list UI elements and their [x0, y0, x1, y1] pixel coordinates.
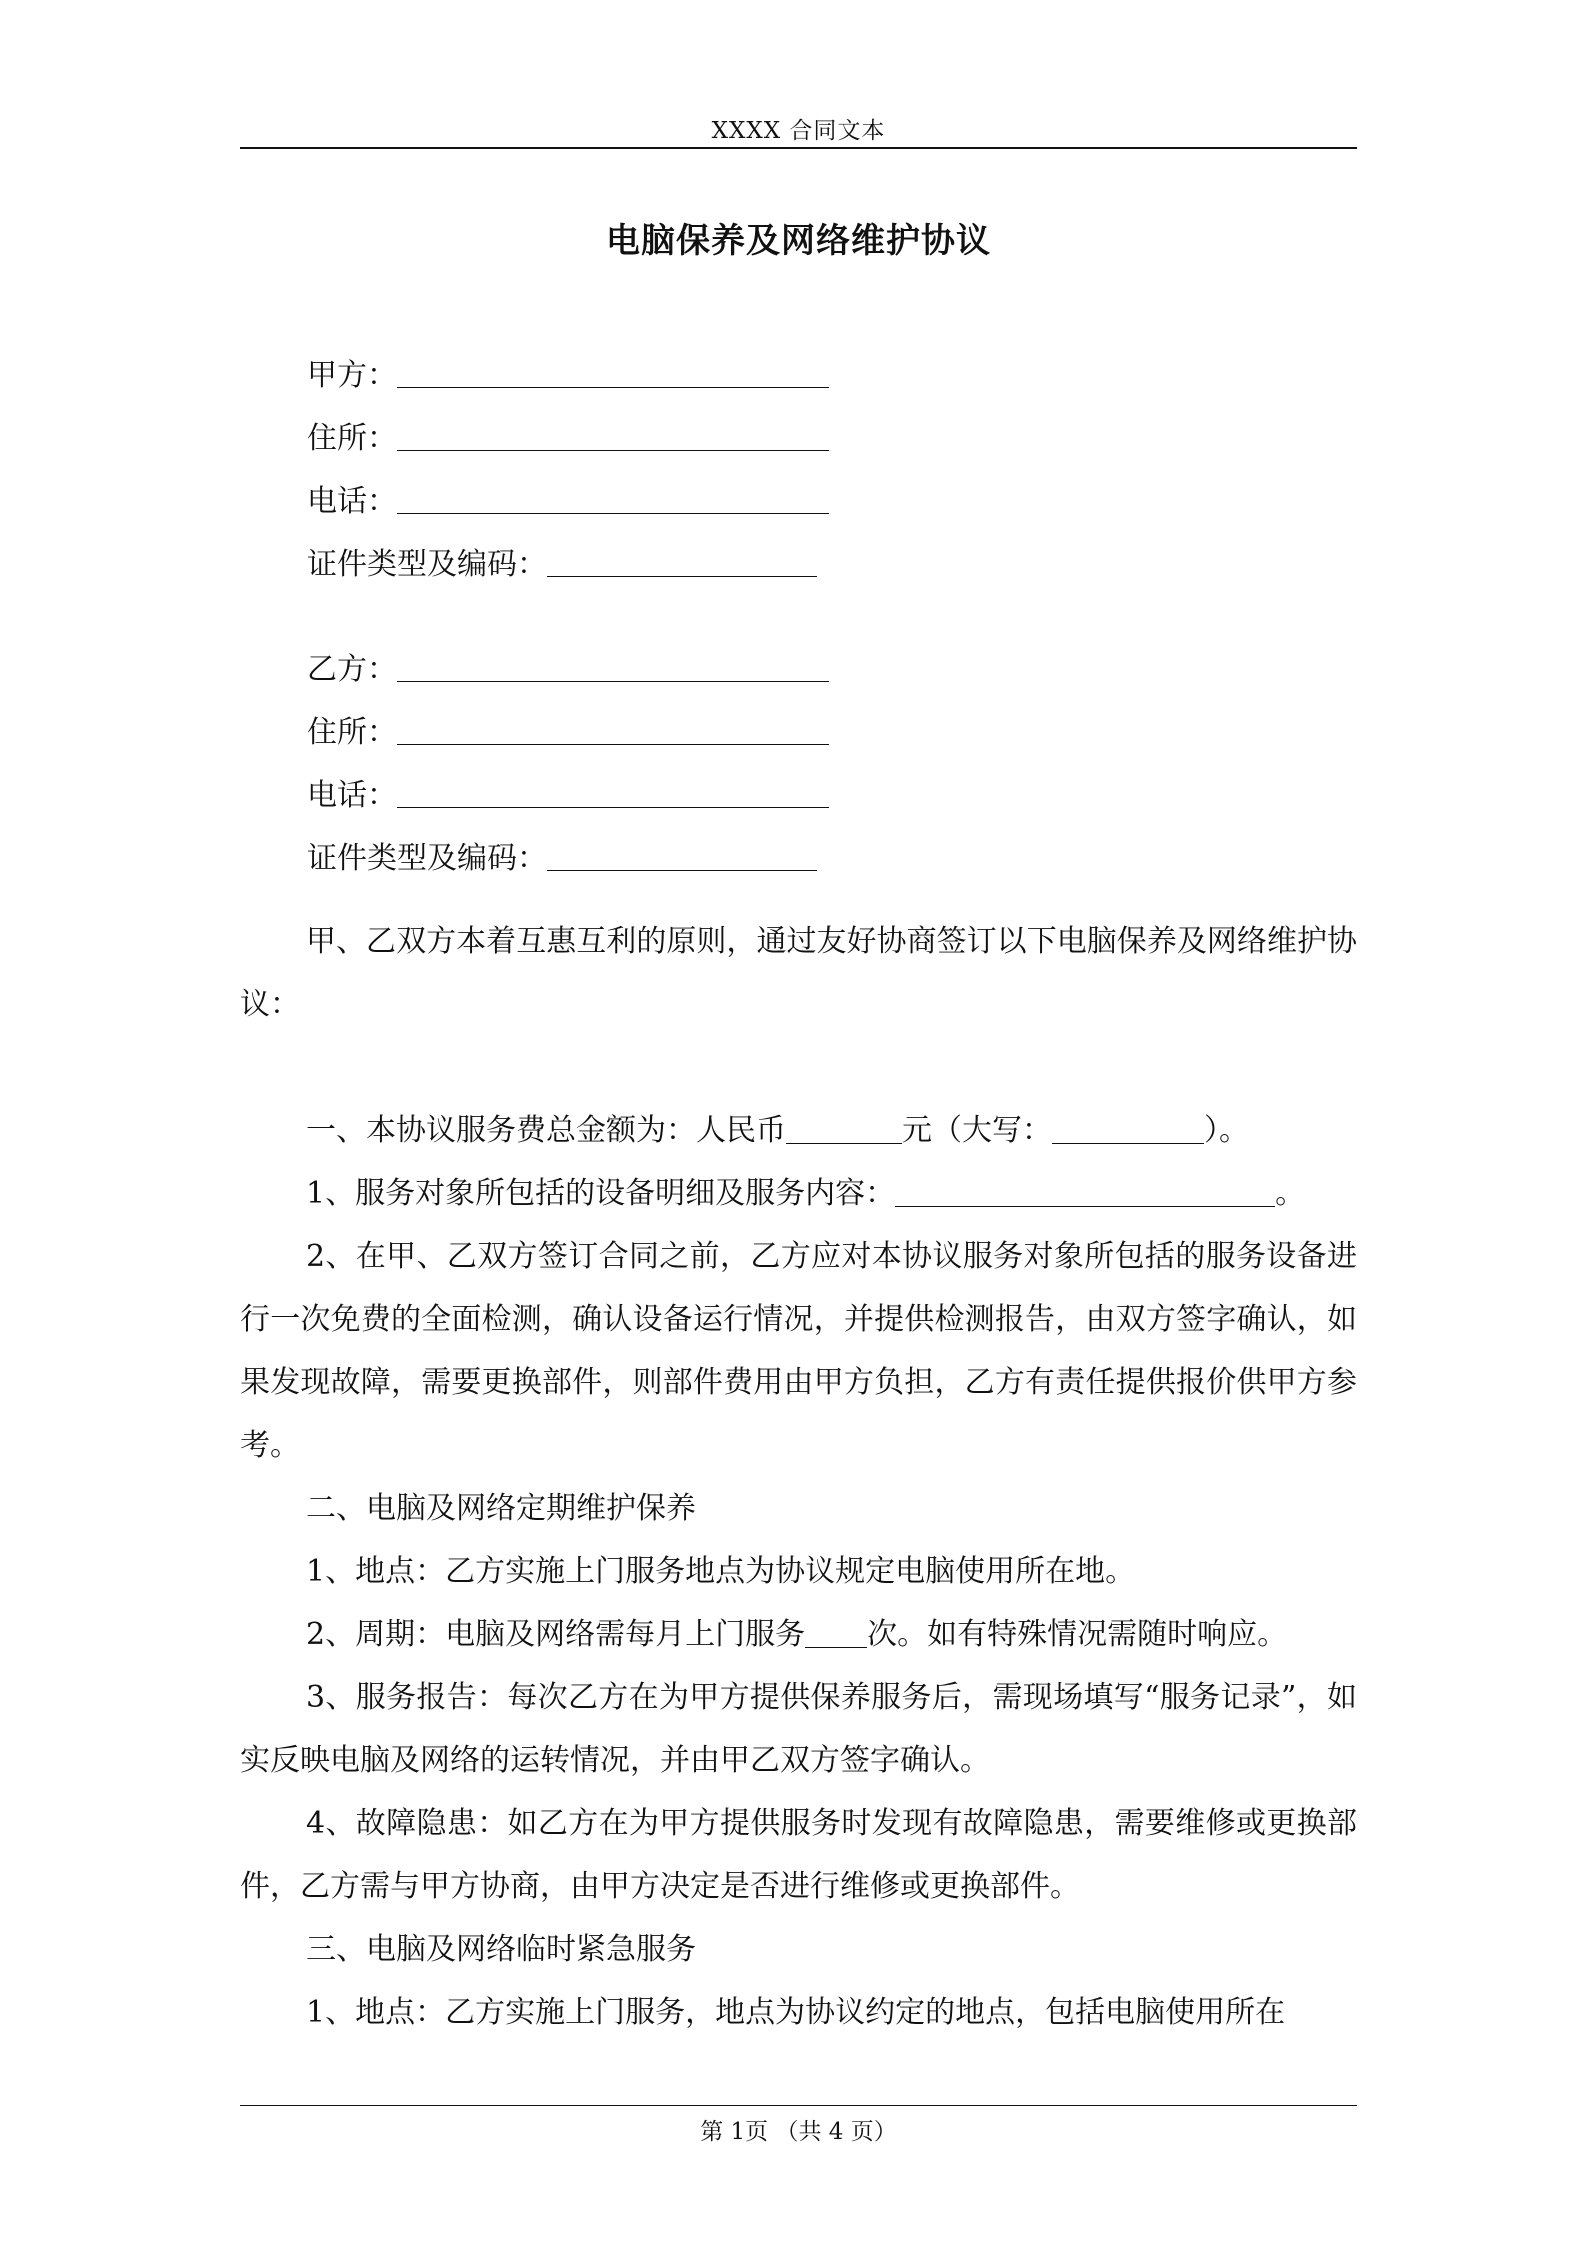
fee-label: 一、本协议服务费总金额为：人民币 [306, 1113, 786, 1148]
equipment-blank [895, 1170, 1275, 1207]
cycle-tail: 次。如有特殊情况需随时响应。 [867, 1617, 1288, 1652]
section-1-fee [240, 1099, 1357, 1162]
party-a-name-blank [397, 357, 829, 388]
party-a-address-row [307, 394, 1007, 457]
party-a-id-blank [547, 546, 817, 577]
fee-close: ）。 [1204, 1113, 1249, 1148]
section-2-heading: 二、电脑及网络定期维护保养 [306, 1491, 696, 1526]
party-a-name-row [307, 331, 1007, 394]
clause-1-2: 2、在甲、乙双方签订合同之前，乙方应对本协议服务对象所包括的服务设备进行一次免费的全面检测，确认设备运行情况，并提供检测报告，由双方签字确认，如果发现故障，需要更换部件，则部件费用由甲方负担，乙方有责任提供报价供甲方参考。 [240, 1239, 1357, 1463]
fee-amount-blank [786, 1107, 902, 1144]
party-b-address-row [307, 688, 1007, 751]
intro-paragraph: 甲、乙双方本着互惠互利的原则，通过友好协商签订以下电脑保养及网络维护协议： [240, 924, 1357, 1022]
party-a-block [307, 331, 1007, 583]
party-b-name-label: 乙方： [307, 652, 397, 687]
clause-1-1 [240, 1162, 1357, 1225]
party-b-address-label: 住所： [307, 715, 397, 750]
page-header: XXXX 合同文本 [711, 118, 886, 144]
party-b-id-label: 证件类型及编码： [307, 841, 547, 876]
page-number: 第 1页 （共 4 页） [700, 2119, 897, 2145]
party-a-name-label: 甲方： [307, 358, 397, 393]
party-b-phone-blank [397, 777, 829, 808]
clause-2-3: 3、服务报告：每次乙方在为甲方提供保养服务后，需现场填写“服务记录”，如实反映电脑及网络的运转情况，并由甲乙双方签字确认。 [240, 1680, 1357, 1778]
clause-2-4: 4、故障隐患：如乙方在为甲方提供服务时发现有故障隐患，需要维修或更换部件，乙方需与甲方协商，由甲方决定是否进行维修或更换部件。 [240, 1806, 1357, 1904]
equipment-close: 。 [1275, 1176, 1306, 1211]
clause-3-1: 1、地点：乙方实施上门服务，地点为协议约定的地点，包括电脑使用所在 [306, 1995, 1286, 2030]
party-a-phone-label: 电话： [307, 484, 397, 519]
party-a-id-row [307, 520, 1007, 583]
party-b-address-blank [397, 714, 829, 745]
equipment-label: 1、服务对象所包括的设备明细及服务内容： [306, 1176, 896, 1211]
clause-2-1: 1、地点：乙方实施上门服务地点为协议规定电脑使用所在地。 [306, 1554, 1136, 1589]
party-b-id-blank [547, 840, 817, 871]
party-b-id-row [307, 814, 1007, 877]
party-b-phone-row [307, 751, 1007, 814]
party-a-id-label: 证件类型及编码： [307, 547, 547, 582]
clause-2-2 [240, 1603, 1357, 1666]
fee-capital-label: 元（大写： [902, 1113, 1052, 1148]
cycle-count-blank [805, 1611, 867, 1648]
party-a-phone-row [307, 457, 1007, 520]
party-b-block [307, 625, 1007, 877]
contract-body [240, 910, 1357, 2044]
section-3-heading: 三、电脑及网络临时紧急服务 [306, 1932, 696, 1967]
party-a-address-blank [397, 420, 829, 451]
party-b-name-row [307, 625, 1007, 688]
party-a-phone-blank [397, 483, 829, 514]
header-divider [240, 147, 1357, 149]
party-b-name-blank [397, 651, 829, 682]
party-a-address-label: 住所： [307, 421, 397, 456]
fee-capital-blank [1052, 1107, 1204, 1144]
document-title: 电脑保养及网络维护协议 [606, 221, 991, 261]
party-b-phone-label: 电话： [307, 778, 397, 813]
footer-divider [240, 2105, 1357, 2106]
cycle-label: 2、周期：电脑及网络需每月上门服务 [306, 1617, 806, 1652]
